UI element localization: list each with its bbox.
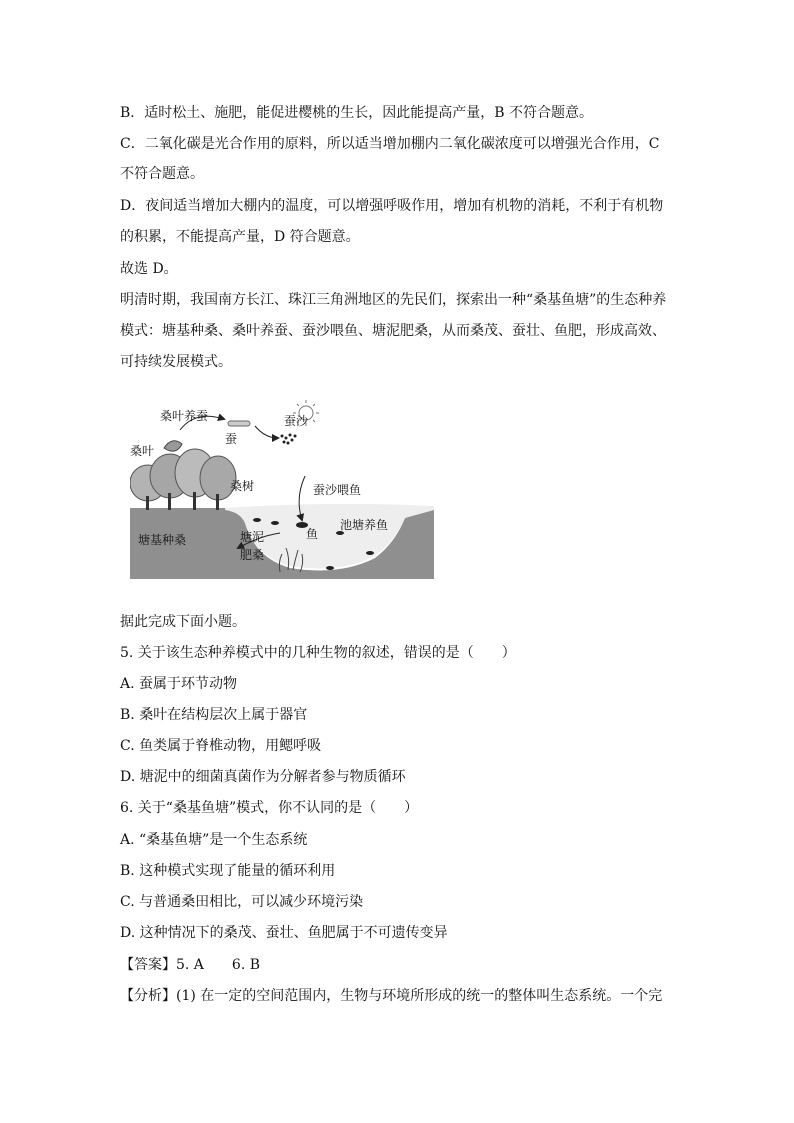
question-5-option-c: C. 鱼类属于脊椎动物，用鳃呼吸	[120, 738, 322, 754]
option-d-text-line2: 的积累，不能提高产量，D 符合题意。	[120, 229, 360, 245]
label-tree: 桑树	[230, 479, 255, 493]
intro-line2: 模式：塘基种桑、桑叶养蚕、蚕沙喂鱼、塘泥肥桑，从而桑茂、蚕壮、鱼肥，形成高效、	[120, 323, 666, 339]
option-c-text-line1: C．二氧化碳是光合作用的原料，所以适当增加棚内二氧化碳浓度可以增强光合作用，C	[120, 136, 660, 152]
question-5-option-a: A. 蚕属于环节动物	[120, 676, 238, 692]
question-6-option-a: A. “桑基鱼塘”是一个生态系统	[120, 832, 308, 848]
choose-text: 故选 D。	[120, 261, 178, 277]
label-mud-line2: 肥桑	[240, 548, 265, 562]
mulberry-fishpond-diagram	[130, 398, 434, 579]
intro-line1: 明清时期，我国南方长江、珠江三角洲地区的先民们，探索出一种“桑基鱼塘”的生态种养	[120, 292, 667, 308]
question-5-option-d: D. 塘泥中的细菌真菌作为分解者参与物质循环	[120, 769, 406, 785]
label-mud-line1: 塘泥	[240, 530, 265, 544]
option-b-text: B．适时松土、施肥，能促进樱桃的生长，因此能提高产量，B 不符合题意。	[120, 105, 594, 121]
label-silkworm: 蚕	[225, 432, 238, 446]
silkworm-sand-dots	[281, 434, 297, 445]
lead-text: 据此完成下面小题。	[120, 614, 246, 630]
label-pond-fish: 池塘养鱼	[340, 518, 389, 532]
analysis-text: 【分析】(1) 在一定的空间范围内，生物与环境所形成的统一的整体叫生态系统。一个完	[120, 988, 663, 1004]
silkworm-icon	[228, 421, 250, 426]
intro-line3: 可持续发展模式。	[120, 354, 232, 370]
question-5-option-b: B. 桑叶在结构层次上属于器官	[120, 707, 308, 723]
label-feed-fish: 蚕沙喂鱼	[313, 483, 362, 497]
question-6-stem: 6. 关于“桑基鱼塘”模式，你不认同的是（ ）	[120, 800, 419, 816]
arrow-silkworm-to-sand	[255, 426, 278, 438]
mulberry-trees	[130, 449, 236, 510]
question-6-option-d: D. 这种情况下的桑茂、蚕壮、鱼肥属于不可遗传变异	[120, 925, 448, 941]
question-6-option-b: B. 这种模式实现了能量的循环利用	[120, 863, 336, 879]
label-bank: 塘基种桑	[138, 533, 187, 547]
leaf-icon	[164, 441, 182, 451]
label-fish: 鱼	[306, 527, 319, 541]
question-6-option-c: C. 与普通桑田相比，可以减少环境污染	[120, 894, 364, 910]
option-d-text-line1: D．夜间适当增加大棚内的温度，可以增强呼吸作用，增加有机物的消耗，不利于有机物	[120, 198, 664, 214]
label-mulberry-silkworm: 桑叶养蚕	[160, 409, 209, 423]
answer-text: 【答案】5. A 6. B	[120, 957, 261, 973]
label-leaf: 桑叶	[130, 444, 155, 458]
question-5-stem: 5. 关于该生态种养模式中的几种生物的叙述，错误的是（ ）	[120, 645, 516, 661]
option-c-text-line2: 不符合题意。	[120, 166, 204, 182]
label-silkworm-sand: 蚕沙	[284, 414, 309, 428]
